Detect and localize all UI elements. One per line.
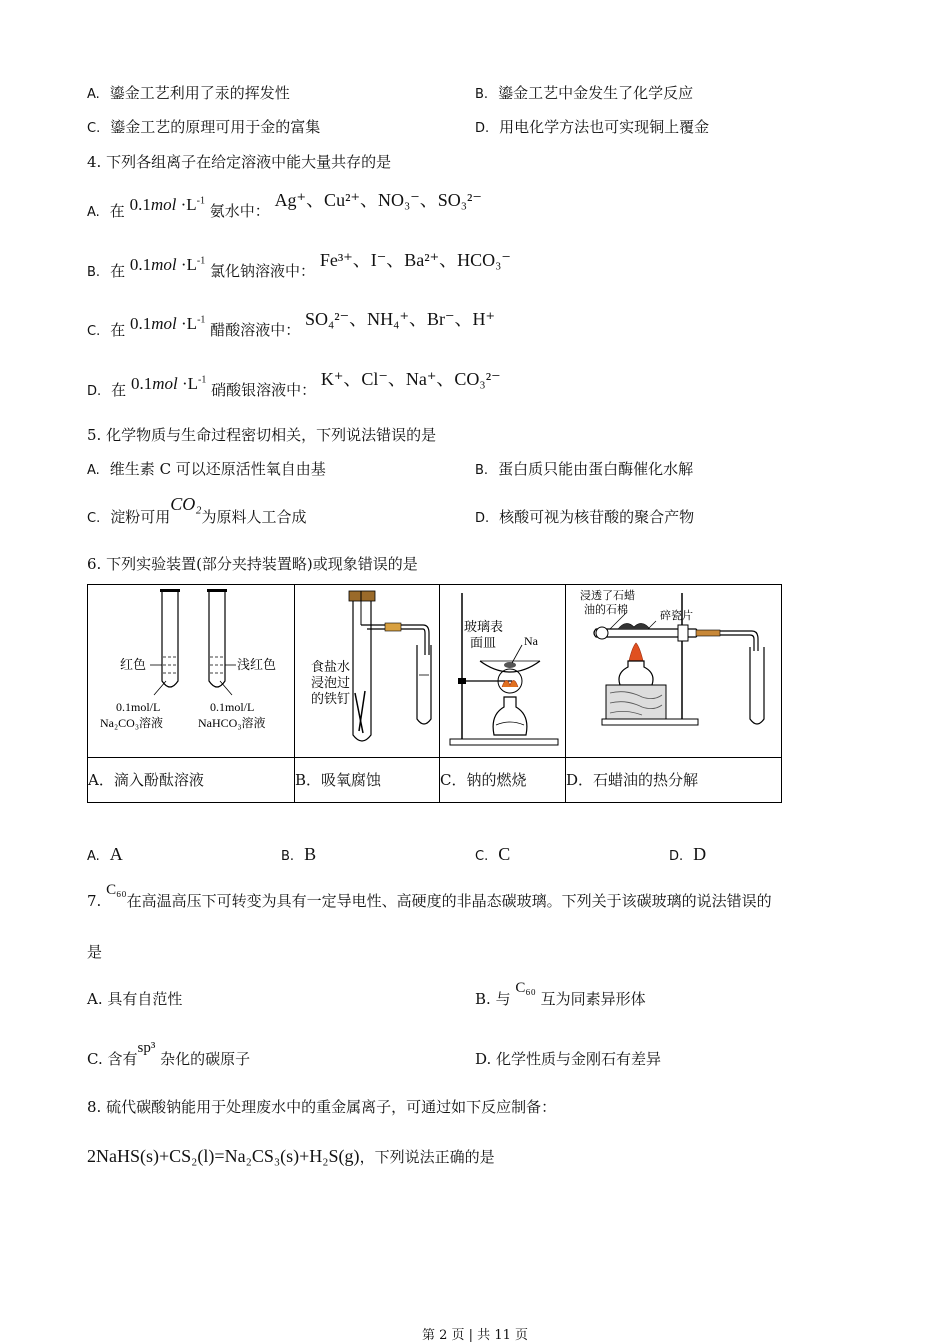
q6-stem: 6. 下列实验装置(部分夹持装置略)或现象错误的是 xyxy=(87,555,418,573)
q6-option-b: B. B xyxy=(281,844,317,864)
label-nahco3: NaHCO₃溶液 xyxy=(198,716,266,730)
paraffin-cracking-figure xyxy=(566,585,781,757)
test-tubes-figure xyxy=(88,585,294,757)
q7-option-d: D. 化学性质与金刚石有差异 xyxy=(475,1050,662,1068)
figure-d xyxy=(566,585,782,758)
q8-stem: 8. 硫代碳酸钠能用于处理废水中的重金属离子，可通过如下反应制备： xyxy=(87,1098,557,1116)
q4-stem: 4. 下列各组离子在给定溶液中能大量共存的是 xyxy=(87,153,392,171)
figure-b xyxy=(295,585,440,758)
reaction-equation: 2NaHS(s)+CS₂(l)=Na₂CS₃(s)+H₂S(g) xyxy=(87,1146,360,1166)
q4-option-a: A. 在 $0.1mol \cdot L^{-1}$ 氨水中： Ag⁺、Cu²⁺、NO₃⁻、SO₃²⁻ xyxy=(87,190,482,220)
label-porcelain: 碎瓷片 xyxy=(660,610,693,622)
q7-option-b: B. 与 C₆₀ 互为同素异形体 xyxy=(475,980,646,1008)
label-conc-right: 0.1mol/L xyxy=(210,700,255,714)
q7-option-a: A. 具有自范性 xyxy=(87,990,183,1008)
q5-option-c: C. 淀粉可用CO₂为原料人工合成 xyxy=(87,494,307,526)
concentration: $0.1mol \cdot L^{-1}$ xyxy=(130,374,207,393)
sodium-burning-figure xyxy=(440,585,565,757)
q5-option-a: A. 维生素 C 可以还原活性氧自由基 xyxy=(87,460,326,478)
sp3-formula: sp³ xyxy=(137,1040,156,1056)
q4-option-d: D. 在 $0.1mol \cdot L^{-1}$ 硝酸银溶液中： K⁺、Cl⁻、Na⁺、CO₃²⁻ xyxy=(87,369,501,399)
label-na: Na xyxy=(524,634,538,648)
q6-option-a: A. A xyxy=(87,844,123,864)
label-asbestos-1: 浸透了石蜡 xyxy=(580,590,635,602)
q6-option-d: D. D xyxy=(669,844,707,864)
label-asbestos-2: 油的石棉 xyxy=(584,604,628,616)
page-footer: 第 2 页 | 共 11 页 xyxy=(422,1328,528,1343)
q5-stem: 5. 化学物质与生命过程密切相关，下列说法错误的是 xyxy=(87,426,437,444)
q3-option-d: D. 用电化学方法也可实现铜上覆金 xyxy=(475,118,710,136)
q4-option-b: B. 在 $0.1mol \cdot L^{-1}$ 氯化钠溶液中： Fe³⁺、I⁻、Ba²⁺、HCO₃⁻ xyxy=(87,250,511,280)
q7-stem: 7. C₆₀在高温高压下可转变为具有一定导电性、高硬度的非晶态碳玻璃。下列关于该碳玻璃的说法错误的 xyxy=(87,882,772,910)
ion-list: SO₄²⁻、NH₄⁺、Br⁻、H⁺ xyxy=(304,309,495,329)
label-iron-nail: 的铁钉 xyxy=(311,691,351,706)
ion-list: K⁺、Cl⁻、Na⁺、CO₃²⁻ xyxy=(320,369,501,389)
q3-option-c: C. 鎏金工艺的原理可用于金的富集 xyxy=(87,118,321,136)
ion-list: Fe³⁺、I⁻、Ba²⁺、HCO₃⁻ xyxy=(319,250,511,270)
q5-option-d: D. 核酸可视为核苷酸的聚合产物 xyxy=(475,508,695,526)
caption-c: C．钠的燃烧 xyxy=(440,758,566,803)
concentration: $0.1mol \cdot L^{-1}$ xyxy=(129,195,205,214)
label-red: 红色 xyxy=(120,657,147,672)
q7-stem-end: 是 xyxy=(87,943,103,961)
label-conc-left: 0.1mol/L xyxy=(116,700,161,714)
figure-c xyxy=(440,585,566,758)
concentration: $0.1mol \cdot L^{-1}$ xyxy=(129,255,206,274)
label-salt-water: 食盐水 xyxy=(311,659,351,674)
q6-option-c: C. C xyxy=(475,844,511,864)
label-light-red: 浅红色 xyxy=(237,657,277,672)
c60-formula: C₆₀ xyxy=(106,882,127,898)
caption-b: B．吸氧腐蚀 xyxy=(295,758,440,803)
label-watch-glass-1: 玻璃表 xyxy=(464,619,504,634)
q7-option-c: C. 含有sp³ 杂化的碳原子 xyxy=(87,1040,251,1068)
ion-list: Ag⁺、Cu²⁺、NO₃⁻、SO₃²⁻ xyxy=(274,190,482,210)
q4-option-c: C. 在 $0.1mol \cdot L^{-1}$ 醋酸溶液中： SO₄²⁻、NH₄⁺、Br⁻、H⁺ xyxy=(87,309,495,339)
caption-d: D．石蜡油的热分解 xyxy=(566,758,782,803)
experiment-table xyxy=(87,584,782,803)
figure-a xyxy=(88,585,295,758)
label-watch-glass-2: 面皿 xyxy=(470,635,497,650)
q5-option-b: B. 蛋白质只能由蛋白酶催化水解 xyxy=(475,460,694,478)
label-na2co3: Na₂CO₃溶液 xyxy=(100,716,164,730)
q8-equation-line: 2NaHS(s)+CS₂(l)=Na₂CS₃(s)+H₂S(g)，下列说法正确的是 xyxy=(87,1146,495,1166)
q3-option-a: A. 鎏金工艺利用了汞的挥发性 xyxy=(87,84,290,102)
co2-formula: CO₂ xyxy=(170,494,202,514)
concentration: $0.1mol \cdot L^{-1}$ xyxy=(130,314,206,333)
label-soaked: 浸泡过 xyxy=(311,675,351,690)
c60-formula: C₆₀ xyxy=(515,980,536,996)
q3-option-b: B. 鎏金工艺中金发生了化学反应 xyxy=(475,84,694,102)
caption-a: A．滴入酚酞溶液 xyxy=(88,758,295,803)
oxygen-corrosion-figure xyxy=(295,585,439,757)
